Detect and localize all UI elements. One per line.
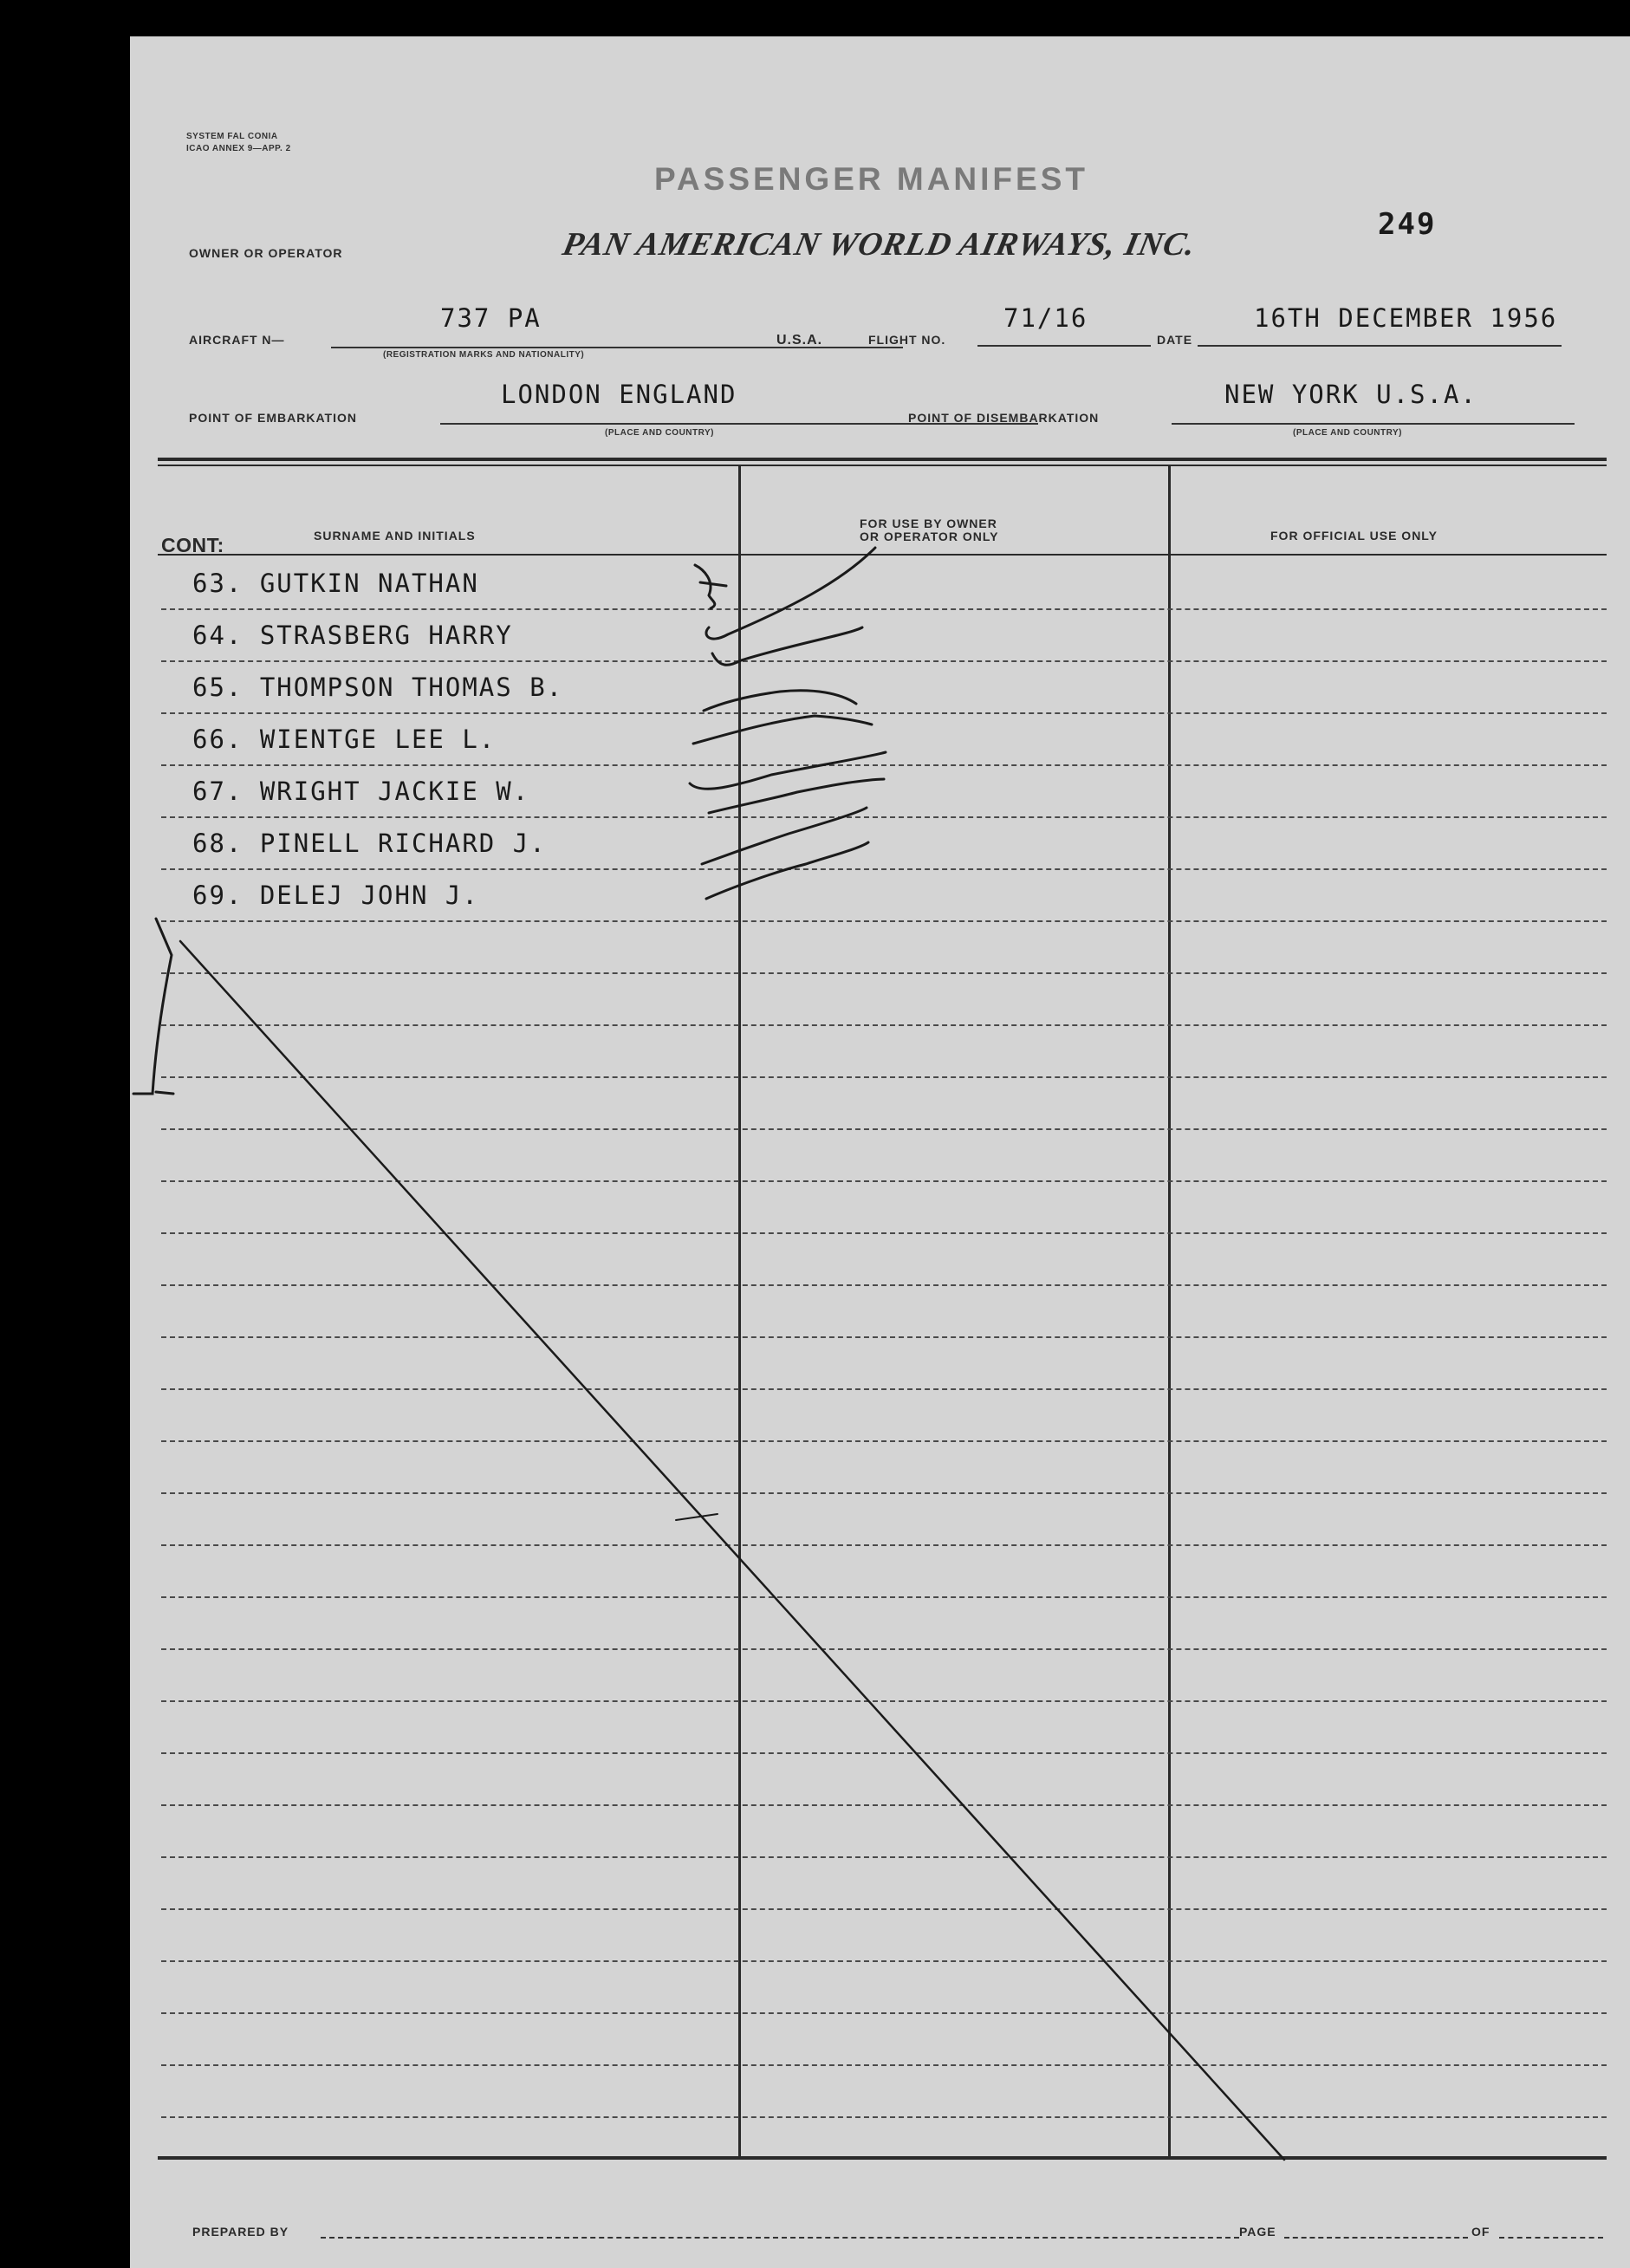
passenger-entry: 69. DELEJ JOHN J.: [192, 881, 479, 910]
check-mark: [702, 808, 867, 864]
pen-marks: [130, 36, 1630, 2268]
disembarkation-caption: (PLACE AND COUNTRY): [1293, 428, 1402, 438]
column-header-name: SURNAME AND INITIALS: [314, 529, 476, 543]
embarkation-value: LONDON ENGLAND: [501, 380, 737, 409]
passenger-entry: 64. STRASBERG HARRY: [192, 621, 513, 650]
owner-label: OWNER OR OPERATOR: [189, 246, 343, 260]
stray-pen-mark: [676, 1514, 718, 1520]
page-label: PAGE: [1239, 2225, 1276, 2239]
aircraft-label: AIRCRAFT N—: [189, 333, 285, 347]
usa-label: U.S.A.: [776, 333, 823, 348]
embarkation-label: POINT OF EMBARKATION: [189, 411, 357, 425]
passenger-entry: 67. WRIGHT JACKIE W.: [192, 777, 530, 806]
check-mark: [712, 627, 862, 665]
passenger-entry: 63. GUTKIN NATHAN: [192, 569, 479, 598]
check-mark: [704, 691, 856, 711]
date-label: DATE: [1157, 333, 1193, 347]
form-title: PASSENGER MANIFEST: [654, 161, 1088, 197]
bracket-mark: [133, 919, 173, 1094]
flight-label: FLIGHT NO.: [868, 333, 946, 347]
disembarkation-label: POINT OF DISEMBARKATION: [908, 411, 1100, 425]
check-mark: [706, 842, 868, 899]
date-value: 16TH DECEMBER 1956: [1254, 303, 1558, 333]
form-reference-line-2: ICAO ANNEX 9—APP. 2: [186, 144, 291, 153]
prepared-by-label: PREPARED BY: [192, 2225, 289, 2239]
continued-label: CONT:: [161, 534, 224, 556]
column-header-official: FOR OFFICIAL USE ONLY: [1270, 529, 1438, 543]
passenger-entry: 66. WIENTGE LEE L.: [192, 725, 497, 754]
flight-value: 71/16: [1003, 303, 1088, 333]
disembarkation-value: NEW YORK U.S.A.: [1224, 380, 1477, 409]
embarkation-caption: (PLACE AND COUNTRY): [605, 428, 714, 438]
check-mark: [693, 716, 872, 744]
manifest-sheet: [130, 36, 1630, 2268]
page-number: 249: [1378, 207, 1437, 242]
check-mark: [695, 565, 726, 608]
column-header-owner-line-2: OR OPERATOR ONLY: [860, 530, 999, 543]
column-header-owner-line-1: FOR USE BY OWNER: [860, 517, 997, 530]
aircraft-value: 737 PA: [440, 303, 542, 333]
form-reference-line-1: SYSTEM FAL CONIA: [186, 132, 278, 141]
operator-name: PAN AMERICAN WORLD AIRWAYS, INC.: [559, 226, 1200, 263]
passenger-entry: 68. PINELL RICHARD J.: [192, 829, 547, 858]
registration-caption: (REGISTRATION MARKS AND NATIONALITY): [383, 350, 585, 360]
passenger-entry: 65. THOMPSON THOMAS B.: [192, 673, 564, 702]
check-mark: [706, 548, 875, 639]
of-label: OF: [1471, 2225, 1490, 2239]
strike-through-line: [180, 941, 1284, 2160]
check-mark: [690, 752, 886, 789]
